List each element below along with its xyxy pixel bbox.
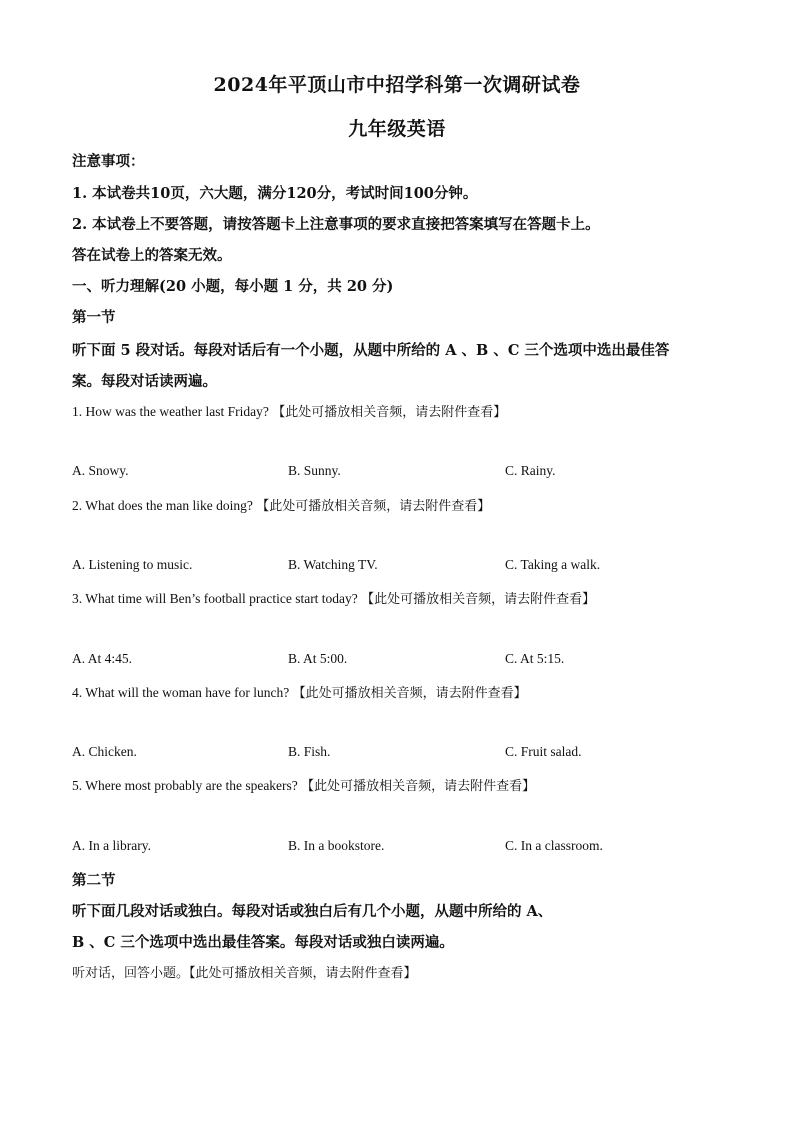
q2-option-b: B. Watching TV. <box>288 557 378 572</box>
part2-instruction-line1: 听下面几段对话或独白。每段对话或独白后有几个小题，从题中所给的 A、 <box>72 903 553 920</box>
q1-option-c: C. Rainy. <box>505 463 556 478</box>
q2-option-c: C. Taking a walk. <box>505 557 601 572</box>
q1-option-b: B. Sunny. <box>288 463 341 478</box>
q1-option-a: A. Snowy. <box>72 463 129 478</box>
q5-option-b: B. In a bookstore. <box>288 838 385 853</box>
part1-instruction-line1: 听下面 5 段对话。每段对话后有一个小题，从题中所给的 A 、B 、C 三个选项中选出最佳答 <box>72 342 670 359</box>
q5-option-a: A. In a library. <box>72 838 151 853</box>
q2-option-a: A. Listening to music. <box>72 557 193 572</box>
q3-option-c: C. At 5:15. <box>505 651 565 666</box>
note-item-3: 答在试卷上的答案无效。 <box>72 247 232 264</box>
question-3 <box>72 588 595 607</box>
section1-heading: 一、听力理解(20 小题，每小题 1 分，共 20 分) <box>72 278 394 295</box>
note-item-1: 1. 本试卷共10页，六大题，满分120分，考试时间100分钟。 <box>72 185 478 202</box>
audio-note: 【此处可播放相关音频，请去附件查看】 <box>272 405 507 420</box>
audio-note: 【此处可播放相关音频，请去附件查看】 <box>361 592 596 607</box>
exam-subtitle: 九年级英语 <box>348 118 446 140</box>
question-2 <box>72 495 490 514</box>
notes-heading: 注意事项： <box>72 153 145 170</box>
question-text: 3. What time will Ben’s football practice start today? <box>72 591 358 606</box>
question-text: 4. What will the woman have for lunch? <box>72 685 290 700</box>
audio-note: 【此处可播放相关音频，请去附件查看】 <box>256 499 491 514</box>
audio-note: 【此处可播放相关音频，请去附件查看】 <box>292 686 527 701</box>
note-item-2: 2. 本试卷上不要答题，请按答题卡上注意事项的要求直接把答案填写在答题卡上。 <box>72 216 600 233</box>
listen-prompt: 听对话，回答小题。【此处可播放相关音频，请去附件查看】 <box>72 966 417 981</box>
q3-option-b: B. At 5:00. <box>288 651 348 666</box>
part1-label: 第一节 <box>72 309 116 326</box>
question-text: 1. How was the weather last Friday? <box>72 404 269 419</box>
part2-instruction-line2: B 、C 三个选项中选出最佳答案。每段对话或独白读两遍。 <box>72 934 454 951</box>
part1-instruction-line2: 案。每段对话读两遍。 <box>72 373 217 390</box>
q4-option-b: B. Fish. <box>288 744 331 759</box>
q4-option-a: A. Chicken. <box>72 744 137 759</box>
audio-note: 【此处可播放相关音频，请去附件查看】 <box>301 779 536 794</box>
question-1 <box>72 401 506 420</box>
q4-option-c: C. Fruit salad. <box>505 744 582 759</box>
question-text: 2. What does the man like doing? <box>72 498 253 513</box>
exam-title: 2024年平顶山市中招学科第一次调研试卷 <box>213 74 581 96</box>
question-text: 5. Where most probably are the speakers? <box>72 778 298 793</box>
question-4 <box>72 682 527 701</box>
part2-label: 第二节 <box>72 872 116 889</box>
q3-option-a: A. At 4:45. <box>72 651 133 666</box>
question-5 <box>72 775 535 794</box>
q5-option-c: C. In a classroom. <box>505 838 603 853</box>
